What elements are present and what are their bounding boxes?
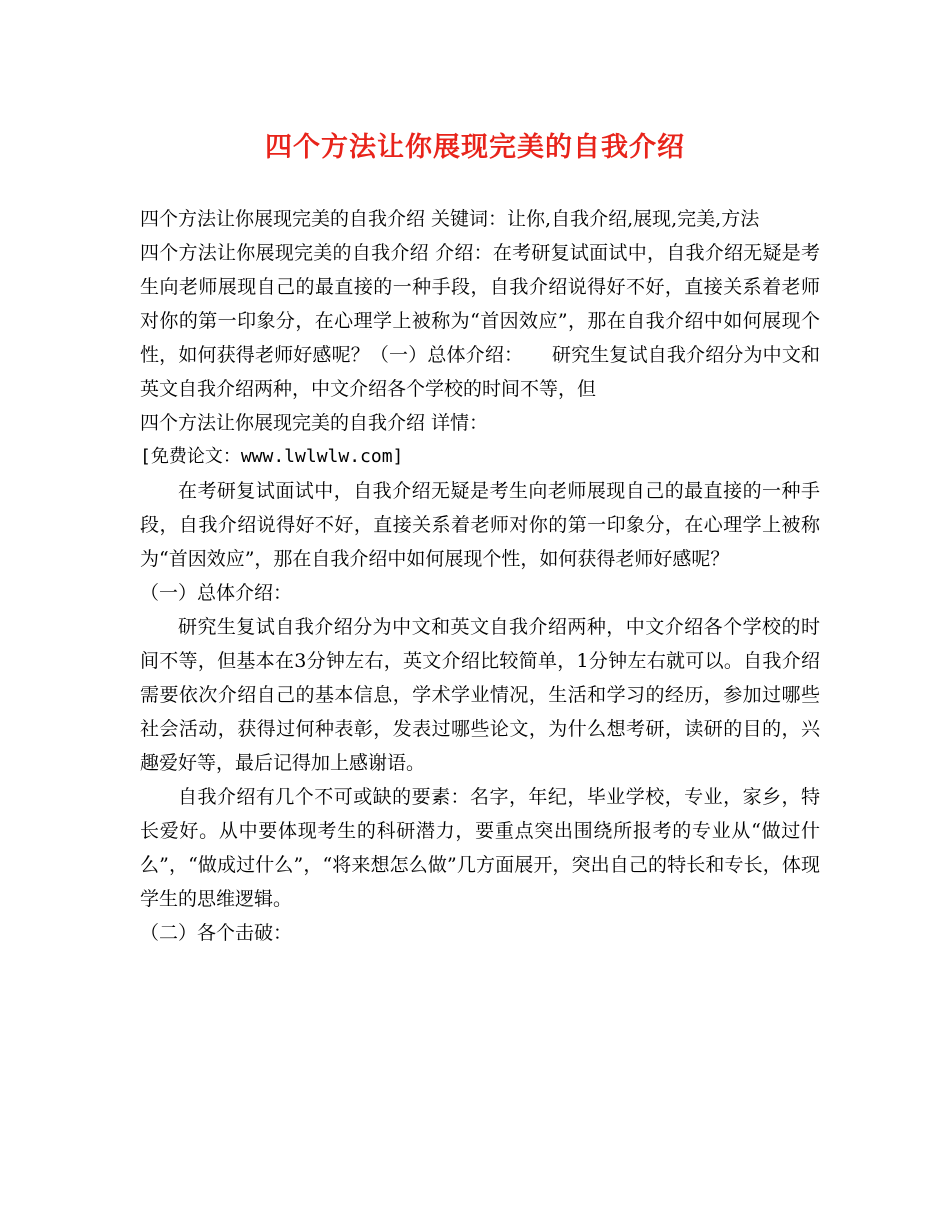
section-heading-overview: （一）总体介绍： xyxy=(140,582,293,604)
section-heading-breakdown: （二）各个击破： xyxy=(140,922,293,944)
source-line: [免费论文：www.lwlwlw.com] xyxy=(140,446,404,467)
keywords-line: 四个方法让你展现完美的自我介绍 关键词：让你,自我介绍,展现,完美,方法 xyxy=(140,208,760,230)
document-title: 四个方法让你展现完美的自我介绍 xyxy=(265,132,685,163)
body-paragraph: 自我介绍有几个不可或缺的要素：名字，年纪，毕业学校，专业，家乡，特长爱好。从中要体现考生的科研潜力，要重点突出围绕所报考的专业从“做过什么”，“做成过什么”，“将来想怎么做”几方面展开，突出自己的特长和专长，体现学生的思维逻辑。 xyxy=(140,786,820,910)
details-line: 四个方法让你展现完美的自我介绍 详情： xyxy=(140,412,489,434)
intro-line: 四个方法让你展现完美的自我介绍 介绍：在考研复试面试中，自我介绍无疑是考生向老师展现自己的最直接的一种手段，自我介绍说得好不好，直接关系着老师对你的第一印象分，在心理学上被称为“首因效应”，那在自我介绍中如何展现个性，如何获得老师好感呢？（一）总体介绍： 研究生复试自我介绍分为中文和英文自我介绍两种，中文介绍各个学校的时间不等，但 xyxy=(140,242,820,400)
document-body xyxy=(140,202,820,950)
body-paragraph: 在考研复试面试中，自我介绍无疑是考生向老师展现自己的最直接的一种手段，自我介绍说得好不好，直接关系着老师对你的第一印象分，在心理学上被称为“首因效应”，那在自我介绍中如何展现个性，如何获得老师好感呢？ xyxy=(140,480,820,570)
body-paragraph: 研究生复试自我介绍分为中文和英文自我介绍两种，中文介绍各个学校的时间不等，但基本在3分钟左右，英文介绍比较简单，1分钟左右就可以。自我介绍需要依次介绍自己的基本信息，学术学业情况，生活和学习的经历，参加过哪些社会活动，获得过何种表彰，发表过哪些论文，为什么想考研，读研的目的，兴趣爱好等，最后记得加上感谢语。 xyxy=(140,616,820,774)
